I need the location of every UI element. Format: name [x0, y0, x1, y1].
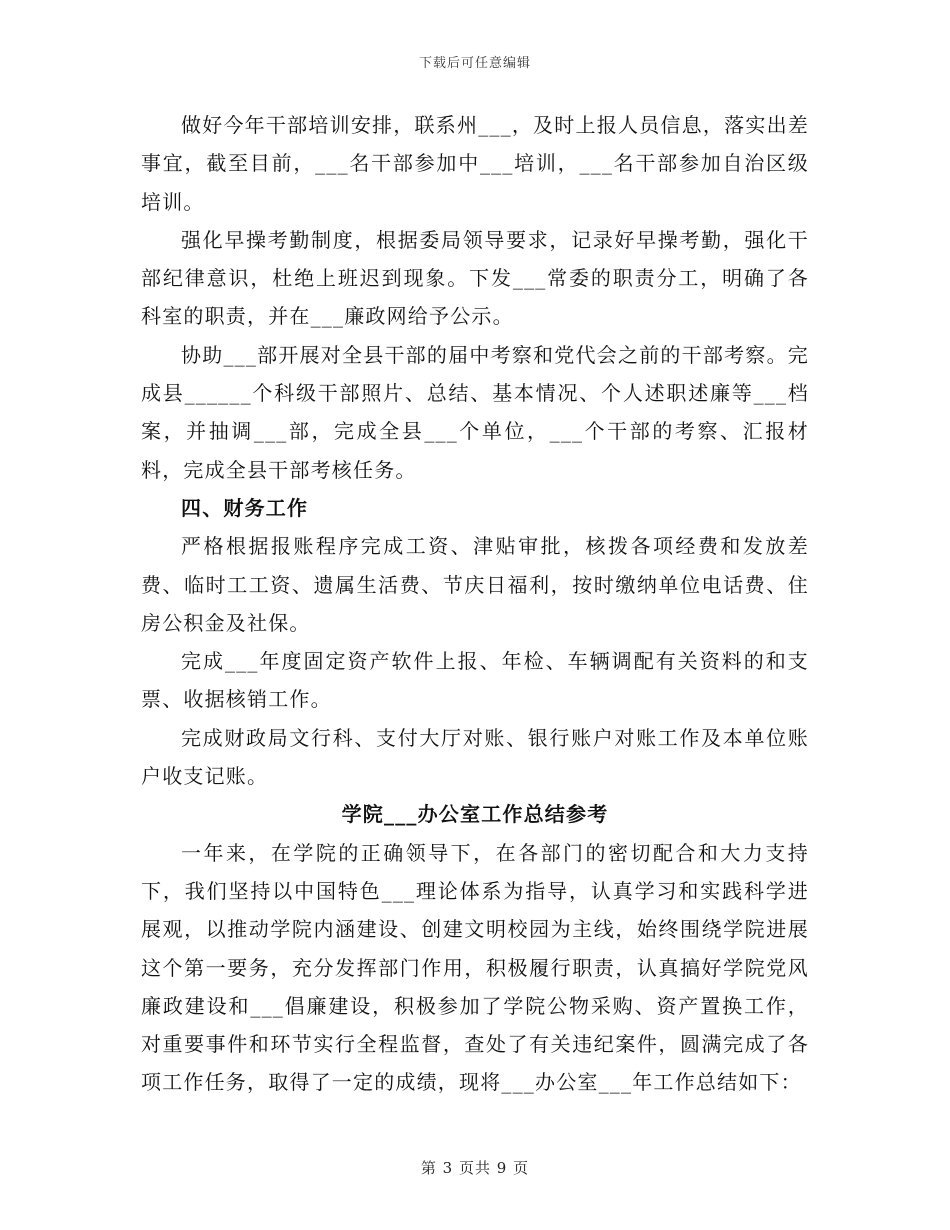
document-title: 学院___办公室工作总结参考: [341, 802, 609, 827]
paragraph-reconciliation: 完成财政局文行科、支付大厅对账、银行账户对账工作及本单位账户收支记账。: [141, 725, 809, 789]
paragraph-attendance: 强化早操考勤制度，根据委局领导要求，记录好早操考勤，强化干部纪律意识，杜绝上班迟到现象。下发___常委的职责分工，明确了各科室的职责，并在___廉政网给予公示。: [141, 227, 809, 329]
page-footer: 第 3 页共 9 页: [420, 1159, 530, 1177]
paragraph-intro: 一年来，在学院的正确领导下，在各部门的密切配合和大力支持下，我们坚持以中国特色___理论体系为指导，认真学习和实践科学进展观，以推动学院内涵建设、创建文明校园为主线，始终围绕学院进展这个第一要务，充分发挥部门作用，积极履行职责，认真搞好学院党风廉政建设和___倡廉建设，积极参加了学院公物采购、资产置换工作，对重要事件和环节实行全程监督，查处了有关违纪案件，圆满完成了各项工作任务，取得了一定的成绩，现将___办公室___年工作总结如下：: [141, 840, 809, 1095]
paragraph-fixed-assets: 完成___年度固定资产软件上报、年检、车辆调配有关资料的和支票、收据核销工作。: [141, 649, 809, 712]
page-header: 下载后可任意编辑: [418, 56, 531, 71]
section-heading-finance: 四、财务工作: [181, 495, 309, 520]
paragraph-training: 做好今年干部培训安排，联系州___，及时上报人员信息，落实出差事宜，截至目前，___名干部参加中___培训，___名干部参加自治区级培训。: [141, 113, 809, 214]
paragraph-salary: 严格根据报账程序完成工资、津贴审批，核拨各项经费和发放差费、临时工工资、遗属生活费、节庆日福利，按时缴纳单位电话费、住房公积金及社保。: [141, 534, 809, 635]
document-body: [141, 106, 809, 1102]
paragraph-assessment: 协助___部开展对全县干部的届中考察和党代会之前的干部考察。完成县______个科级干部照片、总结、基本情况、个人述职述廉等___档案，并抽调___部，完成全县___个单位，___个干部的考察、汇报材料，完成全县干部考核任务。: [141, 342, 809, 482]
